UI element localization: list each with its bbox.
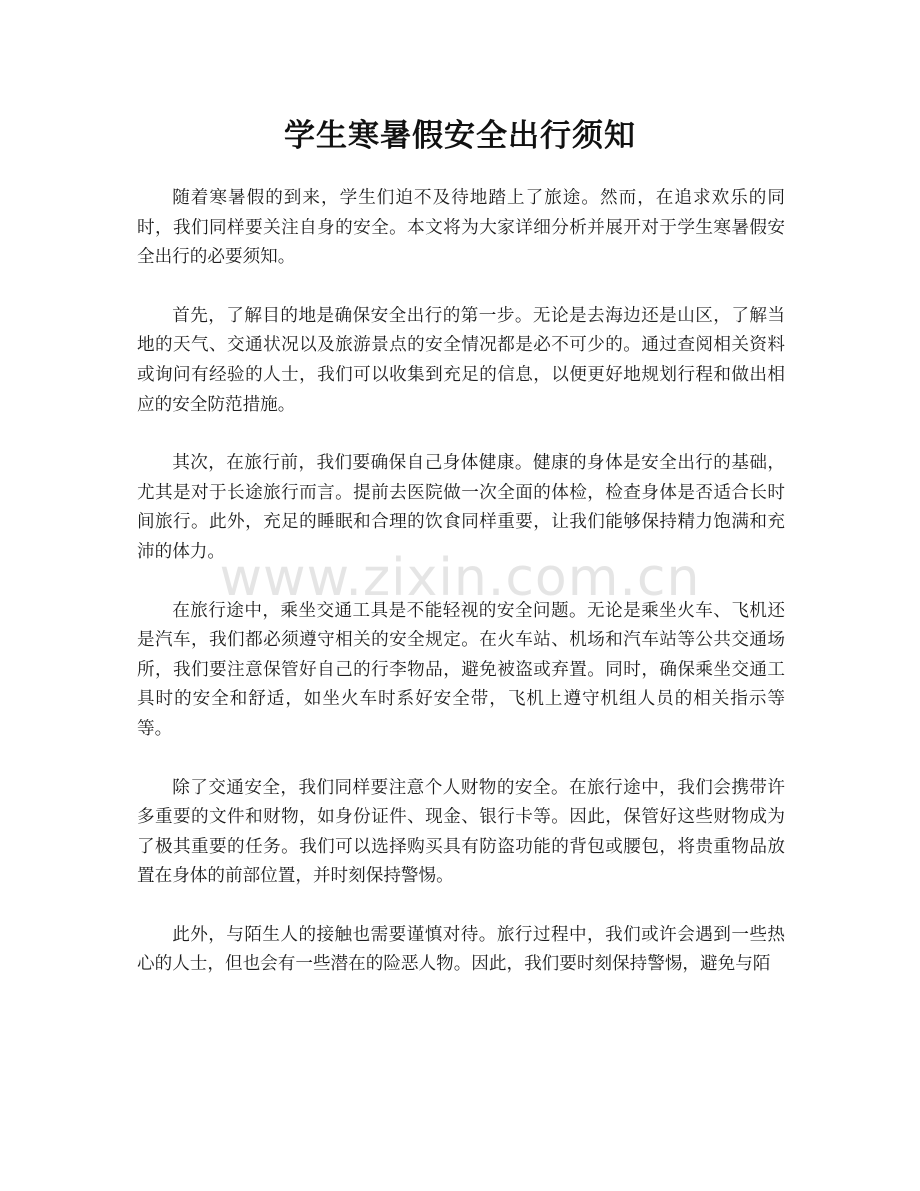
paragraph-2: 首先，了解目的地是确保安全出行的第一步。无论是去海边还是山区，了解当地的天气、交通状况以及旅游景点的安全情况都是必不可少的。通过查阅相关资料或询问有经验的人士，我们可以收集到充足的信息，以便更好地规划行程和做出相应的安全防范措施。: [137, 305, 785, 415]
paragraph-5: 除了交通安全，我们同样要注意个人财物的安全。在旅行途中，我们会携带许多重要的文件和财物，如身份证件、现金、银行卡等。因此，保管好这些财物成为了极其重要的任务。我们可以选择购买具有防盗功能的背包或腰包，将贵重物品放置在身体的前部位置，并时刻保持警惕。: [137, 777, 785, 887]
document-body: [137, 184, 785, 1009]
paragraph-6: 此外，与陌生人的接触也需要谨慎对待。旅行过程中，我们或许会遇到一些热心的人士，但也会有一些潜在的险恶人物。因此，我们要时刻保持警惕，避免与陌: [137, 924, 785, 975]
watermark-text: www.zixin.com.cn: [219, 548, 701, 608]
paragraph-1: 随着寒暑假的到来，学生们迫不及待地踏上了旅途。然而，在追求欢乐的同时，我们同样要关注自身的安全。本文将为大家详细分析并展开对于学生寒暑假安全出行的必要须知。: [137, 188, 785, 268]
paragraph-3: 其次，在旅行前，我们要确保自己身体健康。健康的身体是安全出行的基础，尤其是对于长途旅行而言。提前去医院做一次全面的体检，检查身体是否适合长时间旅行。此外，充足的睡眠和合理的饮食同样重要，让我们能够保持精力饱满和充沛的体力。: [137, 453, 785, 562]
paragraph-4: 在旅行途中，乘坐交通工具是不能轻视的安全问题。无论是乘坐火车、飞机还是汽车，我们都必须遵守相关的安全规定。在火车站、机场和汽车站等公共交通场所，我们要注意保管好自己的行李物品，避免被盗或弃置。同时，确保乘坐交通工具时的安全和舒适，如坐火车时系好安全带，飞机上遵守机组人员的相关指示等等。: [137, 600, 785, 739]
page-title: 学生寒暑假安全出行须知: [284, 118, 636, 154]
